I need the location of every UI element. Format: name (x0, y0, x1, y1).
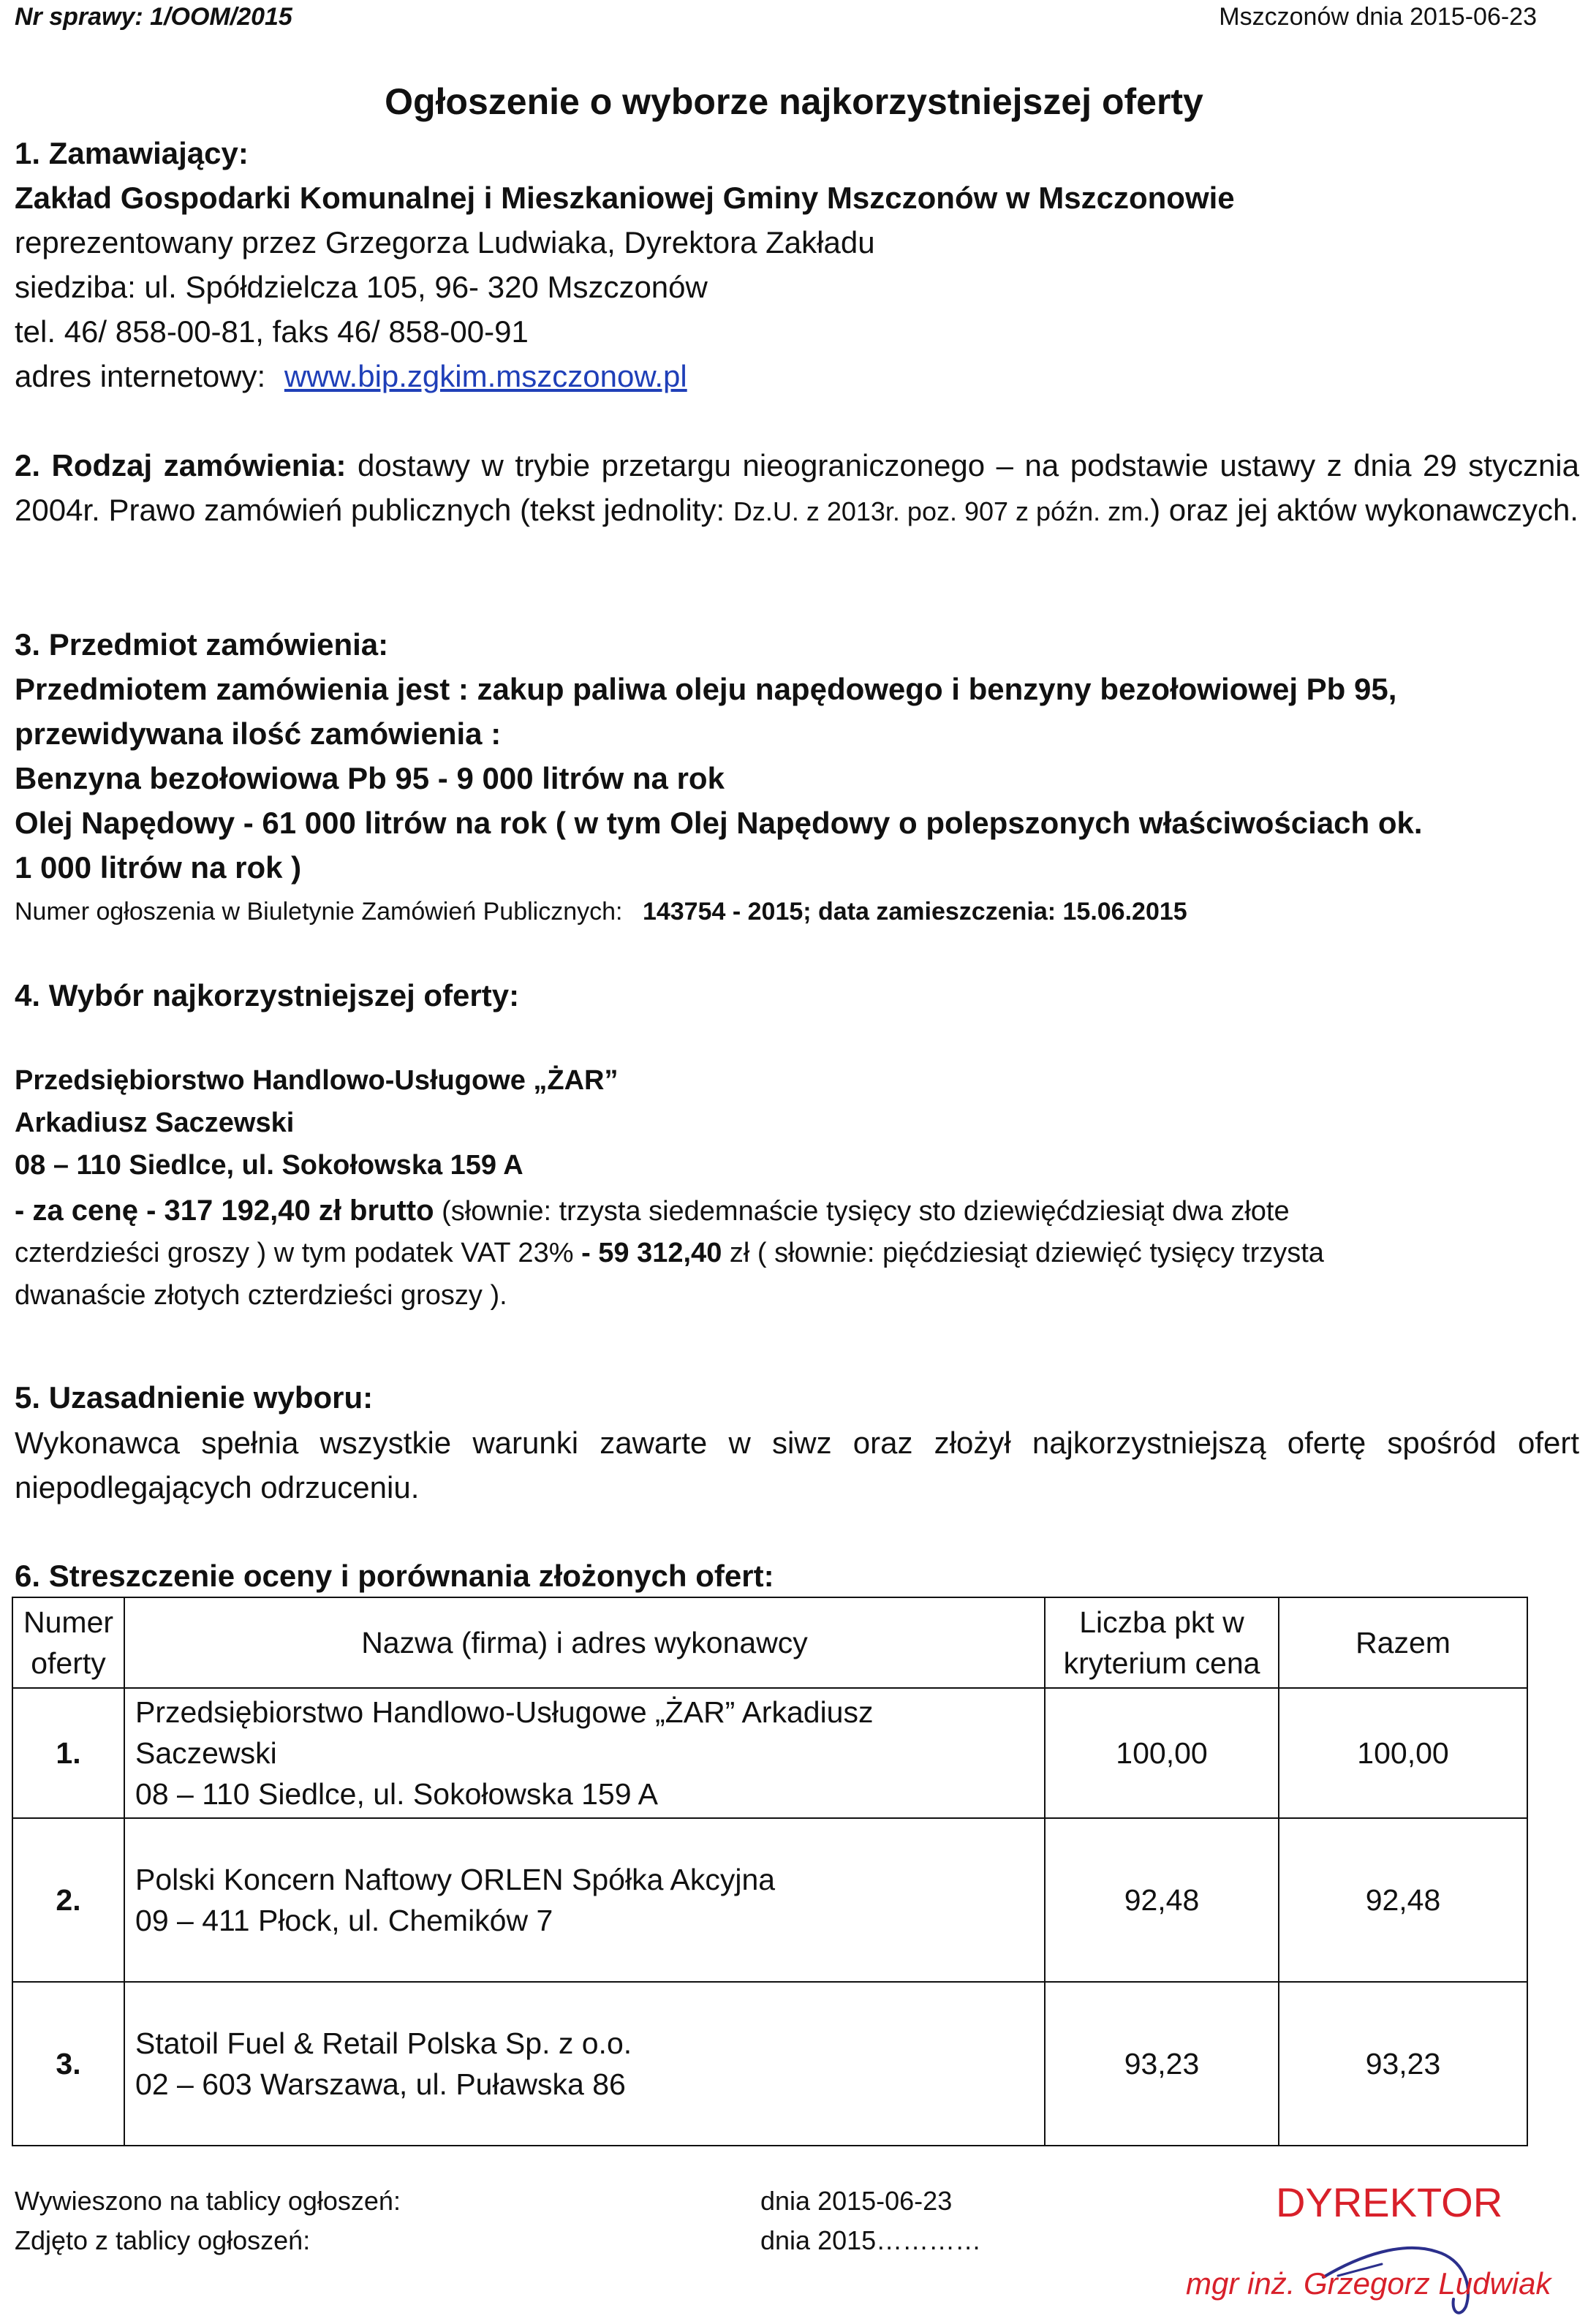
col-points-header: Liczba pkt w kryterium cena (1045, 1597, 1279, 1688)
section2-text-a: dostawy w trybie przetargu nieograniczonego – na podstawie ustawy z dnia 29 stycznia 2004r. Prawo zamówień publicznych (tekst jednolity: (15, 448, 1579, 527)
section2-heading: 2. Rodzaj zamówienia: (15, 448, 347, 482)
removed-label: Zdjęto z tablicy ogłoszeń: (15, 2225, 311, 2255)
winner-vat-amount: - 59 312,40 (581, 1238, 722, 1268)
orderer-website (15, 355, 687, 398)
table-header-row (12, 1597, 1527, 1688)
winner-price-line-1 (15, 1190, 1290, 1232)
table-row (12, 1688, 1527, 1818)
subject-diesel-premium: 1 000 litrów na rok ) (15, 850, 302, 885)
subject-diesel: Olej Napędowy - 61 000 litrów na rok ( w tym Olej Napędowy o polepszonych właściwościach ok. (15, 806, 1423, 840)
section2-paragraph (15, 443, 1579, 534)
offer-number: 3. (12, 1982, 124, 2146)
section4-heading: 4. Wybór najkorzystniejszej oferty: (15, 978, 520, 1013)
bzp-notice-value: 143754 - 2015; data zamieszczenia: 15.06.2015 (642, 898, 1187, 926)
offers-table (12, 1597, 1528, 2146)
offer-bidder-address: 02 – 603 Warszawa, ul. Puławska 86 (135, 2067, 626, 2101)
bzp-notice-label: Numer ogłoszenia w Biuletynie Zamówień Publicznych: (15, 898, 623, 926)
offer-bidder (124, 1982, 1045, 2146)
section3-heading: 3. Przedmiot zamówienia: (15, 627, 389, 662)
offer-total: 92,48 (1279, 1818, 1527, 1982)
posted-date: dnia 2015-06-23 (760, 2186, 953, 2216)
subject-line-1: Przedmiotem zamówienia jest : zakup paliwa oleju napędowego i benzyny bezołowiowej Pb 95, (15, 672, 1397, 706)
offer-points: 100,00 (1045, 1688, 1279, 1818)
winner-price-words-3: zł ( słownie: pięćdziesiąt dziewięć tysięcy trzysta (722, 1238, 1324, 1268)
offer-bidder-name: Przedsiębiorstwo Handlowo-Usługowe „ŻAR” Arkadiusz Saczewski (135, 1695, 874, 1770)
col-name-header: Nazwa (firma) i adres wykonawcy (124, 1597, 1045, 1688)
removed-date: dnia 2015………… (760, 2225, 982, 2255)
orderer-representative: reprezentowany przez Grzegorza Ludwiaka, Dyrektora Zakładu (15, 225, 875, 260)
director-stamp-name: mgr inż. Grzegorz Ludwiak (1186, 2266, 1551, 2301)
winner-company: Przedsiębiorstwo Handlowo-Usługowe „ŻAR” (15, 1065, 619, 1096)
orderer-seat: siedziba: ul. Spółdzielcza 105, 96- 320 Mszczonów (15, 270, 708, 304)
offer-points: 93,23 (1045, 1982, 1279, 2146)
section6-heading: 6. Streszczenie oceny i porównania złożonych ofert: (15, 1559, 774, 1593)
section2-text-b: ) oraz jej aktów wykonawczych. (1150, 493, 1578, 527)
winner-price-words: (słownie: trzysta siedemnaście tysięcy sto dziewięćdziesiąt dwa złote (434, 1196, 1290, 1227)
section2-law-reference: Dz.U. z 2013r. poz. 907 z późn. zm. (733, 496, 1151, 526)
director-stamp-title: DYREKTOR (1276, 2179, 1503, 2225)
winner-person: Arkadiusz Saczewski (15, 1108, 295, 1138)
winner-price-words-2: czterdzieści groszy ) w tym podatek VAT 23% (15, 1238, 582, 1268)
col-total-header: Razem (1279, 1597, 1527, 1688)
place-date: Mszczonów dnia 2015-06-23 (1219, 3, 1537, 31)
section1-heading: 1. Zamawiający: (15, 136, 249, 170)
offer-bidder (124, 1818, 1045, 1982)
table-row (12, 1982, 1527, 2146)
offer-total: 100,00 (1279, 1688, 1527, 1818)
website-label: adres internetowy: (15, 359, 266, 393)
offer-bidder-name: Polski Koncern Naftowy ORLEN Spółka Akcyjna (135, 1863, 776, 1896)
winner-address: 08 – 110 Siedlce, ul. Sokołowska 159 A (15, 1150, 523, 1181)
offer-points: 92,48 (1045, 1818, 1279, 1982)
section5-heading: 5. Uzasadnienie wyboru: (15, 1380, 374, 1415)
table-row (12, 1818, 1527, 1982)
posted-label: Wywieszono na tablicy ogłoszeń: (15, 2186, 401, 2216)
orderer-phone: tel. 46/ 858-00-81, faks 46/ 858-00-91 (15, 314, 529, 349)
document-title: Ogłoszenie o wyborze najkorzystniejszej oferty (385, 81, 1203, 122)
offer-total: 93,23 (1279, 1982, 1527, 2146)
winner-price-line-3: dwanaście złotych czterdzieści groszy ). (15, 1280, 507, 1311)
website-link[interactable]: www.bip.zgkim.mszczonow.pl (284, 359, 687, 393)
col-number-header: Numer oferty (12, 1597, 124, 1688)
offer-bidder (124, 1688, 1045, 1818)
offer-bidder-address: 09 – 411 Płock, ul. Chemików 7 (135, 1904, 553, 1937)
offer-number: 2. (12, 1818, 124, 1982)
subject-line-2: przewidywana ilość zamówienia : (15, 716, 502, 751)
winner-price-line-2 (15, 1233, 1324, 1273)
offer-number: 1. (12, 1688, 124, 1818)
bzp-notice (15, 893, 1187, 930)
subject-petrol: Benzyna bezołowiowa Pb 95 - 9 000 litrów na rok (15, 761, 725, 795)
case-number: Nr sprawy: 1/OOM/2015 (15, 3, 292, 31)
offer-bidder-address: 08 – 110 Siedlce, ul. Sokołowska 159 A (135, 1777, 658, 1811)
justification-text: Wykonawca spełnia wszystkie warunki zawarte w siwz oraz złożył najkorzystniejszą ofertę spośród ofert niepodlegających odrzuceniu. (15, 1426, 1579, 1504)
orderer-name: Zakład Gospodarki Komunalnej i Mieszkaniowej Gminy Mszczonów w Mszczonowie (15, 181, 1235, 215)
winner-price: - za cenę - 317 192,40 zł brutto (15, 1195, 434, 1227)
offer-bidder-name: Statoil Fuel & Retail Polska Sp. z o.o. (135, 2026, 632, 2060)
